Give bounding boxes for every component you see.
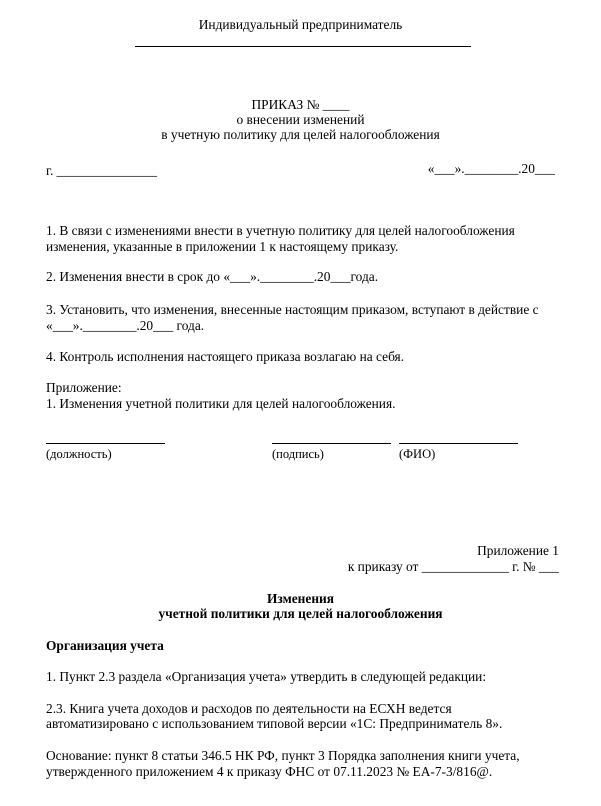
basis-line-2: утвержденного приложением 4 к приказу ФНС от 07.11.2023 № ЕА-7-3/816@. <box>46 764 493 779</box>
item-1-line-2: изменения, указанные в приложении 1 к настоящему приказу. <box>46 239 399 254</box>
order-subtitle-1: о внесении изменений <box>236 112 365 127</box>
attachment-label: Приложение: <box>46 380 122 395</box>
appendix-title-2: учетной политики для целей налогообложения <box>158 606 443 621</box>
item-4: 4. Контроль исполнения настоящего приказа возлагаю на себя. <box>46 349 405 364</box>
signature-line <box>272 443 391 444</box>
appendix-label: Приложение 1 <box>477 543 559 558</box>
position-line <box>46 443 165 444</box>
order-city: г. _______________ <box>46 163 158 178</box>
item-3-line-2: «___».________.20___ года. <box>46 318 205 333</box>
signature-caption: (подпись) <box>272 447 324 461</box>
appendix-title-1: Изменения <box>266 591 334 606</box>
appendix-item-1: 1. Пункт 2.3 раздела «Организация учета» утвердить в следующей редакции: <box>46 669 487 684</box>
name-line <box>399 443 518 444</box>
order-subtitle-2: в учетную политику для целей налогообложения <box>161 127 440 142</box>
order-date: «___».________.20___ <box>427 161 555 176</box>
appendix-reference: к приказу от _____________ г. № ___ <box>347 559 559 574</box>
basis-line-1: Основание: пункт 8 статьи 346.5 НК РФ, пункт 3 Порядка заполнения книги учета, <box>46 748 520 763</box>
item-1-line-1: 1. В связи с изменениями внести в учетную политику для целей налогообложения <box>46 223 515 238</box>
appendix-item-2-line-1: 2.3. Книга учета доходов и расходов по деятельности на ЕСХН ведется <box>46 701 452 716</box>
entrepreneur-label: Индивидуальный предприниматель <box>198 17 403 32</box>
position-caption: (должность) <box>46 447 112 461</box>
item-2: 2. Изменения внести в срок до «___».________.20___года. <box>46 269 379 284</box>
name-caption: (ФИО) <box>399 447 436 461</box>
section-heading: Организация учета <box>46 638 164 653</box>
appendix-item-2-line-2: автоматизировано с использованием типовой версии «1С: Предприниматель 8». <box>46 716 503 731</box>
entrepreneur-name-line <box>135 46 471 47</box>
order-title: ПРИКАЗ № ____ <box>251 97 350 112</box>
attachment-item: 1. Изменения учетной политики для целей налогообложения. <box>46 396 396 411</box>
item-3-line-1: 3. Установить, что изменения, внесенные настоящим приказом, вступают в действие с <box>46 302 539 317</box>
